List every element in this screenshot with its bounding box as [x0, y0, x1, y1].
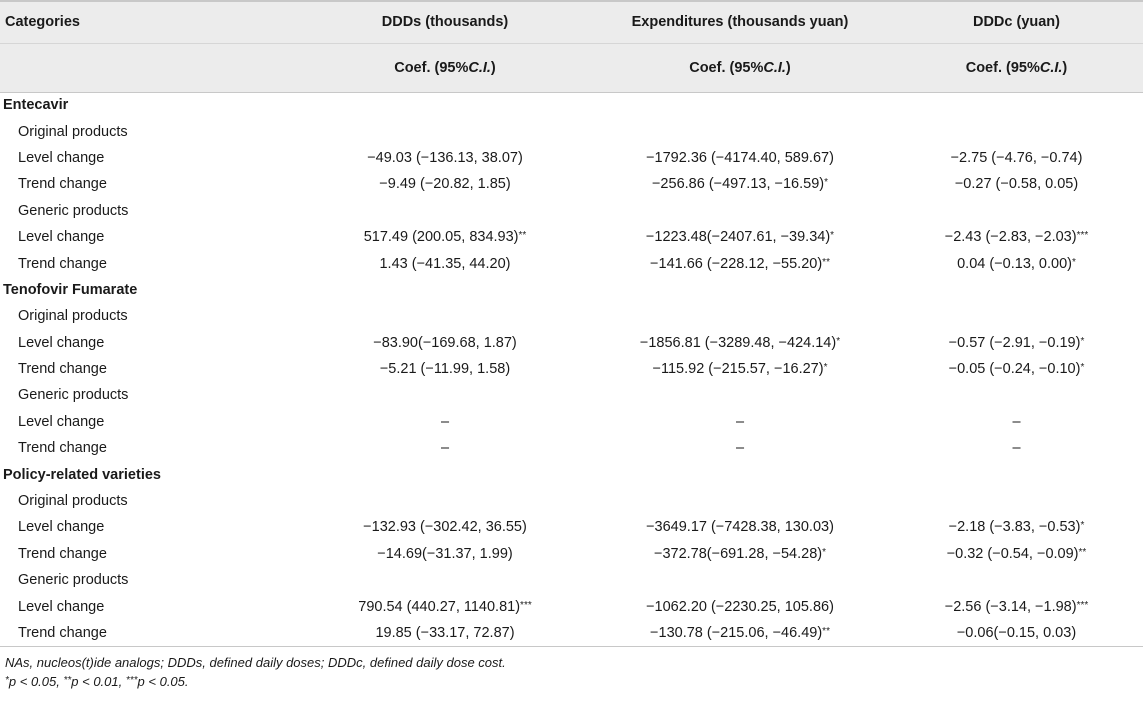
table-body — [0, 92, 1143, 646]
cell-value: −0.27 (−0.58, 0.05) — [954, 176, 1079, 193]
cell-value: −49.03 (−136.13, 38.07) — [367, 149, 523, 166]
dddc-cell — [890, 382, 1143, 408]
cell-value: 0.04 (−0.13, 0.00) — [957, 255, 1072, 272]
significance-marker: *** — [1076, 599, 1089, 611]
significance-marker: ** — [518, 230, 527, 242]
table-row — [0, 514, 1143, 540]
dddc-cell — [890, 409, 1143, 435]
cell-value: −2.18 (−3.83, −0.53) — [948, 519, 1081, 536]
significance-marker: *** — [1076, 230, 1089, 242]
significance-marker: *** — [520, 599, 532, 611]
cell-value: – — [735, 413, 745, 430]
table-row — [0, 171, 1143, 197]
cell-value: −5.21 (−11.99, 1.58) — [379, 361, 511, 378]
dddc-cell — [890, 224, 1143, 250]
row-label: Generic products — [18, 572, 129, 589]
table-row — [0, 409, 1143, 435]
dddc-cell — [890, 435, 1143, 461]
significance-marker: * — [822, 546, 826, 558]
expenditures-cell — [590, 620, 890, 646]
expenditures-cell — [590, 198, 890, 224]
expenditures-cell — [590, 514, 890, 540]
cell-value: −1062.20 (−2230.25, 105.86) — [646, 598, 834, 615]
expenditures-cell — [590, 409, 890, 435]
table-row — [0, 224, 1143, 250]
expenditures-cell — [590, 567, 890, 593]
expenditures-cell — [590, 488, 890, 514]
cell-value: 1.43 (−41.35, 44.20) — [379, 255, 511, 272]
dddc-cell — [890, 620, 1143, 646]
table-row — [0, 303, 1143, 329]
subheader-row — [0, 43, 1143, 92]
significance-marker: * — [823, 362, 828, 374]
ddds-cell — [300, 250, 590, 276]
header-expenditures: Expenditures (thousands yuan) — [590, 1, 890, 43]
table-row — [0, 593, 1143, 619]
expenditures-cell — [590, 461, 890, 487]
row-label: Original products — [18, 308, 128, 325]
row-label: Trend change — [18, 255, 107, 272]
expenditures-cell — [590, 356, 890, 382]
ddds-cell — [300, 330, 590, 356]
dddc-cell — [890, 488, 1143, 514]
cell-value: −3649.17 (−7428.38, 130.03) — [646, 519, 834, 536]
header-row — [0, 1, 1143, 43]
row-label: Level change — [18, 229, 105, 246]
table-row — [0, 435, 1143, 461]
ddds-cell — [300, 514, 590, 540]
cell-value: 19.85 (−33.17, 72.87) — [375, 624, 515, 641]
ddds-cell — [300, 277, 590, 303]
dddc-cell — [890, 92, 1143, 118]
table-row — [0, 330, 1143, 356]
row-label: Original products — [18, 123, 128, 140]
table-row — [0, 620, 1143, 646]
expenditures-cell — [590, 92, 890, 118]
significance-marker: ** — [822, 625, 830, 637]
table-row — [0, 356, 1143, 382]
dddc-cell — [890, 145, 1143, 171]
table-row — [0, 92, 1143, 118]
subheader-dddc-coef — [890, 43, 1143, 92]
dddc-cell — [890, 330, 1143, 356]
ddds-cell — [300, 303, 590, 329]
coef-label: Coef. (95%C.I.) — [394, 59, 496, 76]
cell-value: – — [1012, 440, 1021, 457]
significance-marker: * — [830, 230, 835, 242]
significance-marker: * — [1071, 256, 1076, 268]
cell-value: – — [735, 440, 745, 457]
subheader-ddds-coef — [300, 43, 590, 92]
expenditures-cell — [590, 277, 890, 303]
ddds-cell — [300, 145, 590, 171]
expenditures-cell — [590, 382, 890, 408]
table-row — [0, 250, 1143, 276]
dddc-cell — [890, 541, 1143, 567]
dddc-cell — [890, 277, 1143, 303]
header-categories: Categories — [0, 1, 300, 43]
significance-marker: * — [1080, 362, 1085, 374]
ddds-cell — [300, 593, 590, 619]
dddc-cell — [890, 118, 1143, 144]
ddds-cell — [300, 198, 590, 224]
ddds-cell — [300, 92, 590, 118]
cell-value: −1792.36 (−4174.40, 589.67) — [646, 149, 834, 166]
table-row — [0, 382, 1143, 408]
ddds-cell — [300, 461, 590, 487]
cell-value: −9.49 (−20.82, 1.85) — [379, 176, 511, 193]
cell-value: −14.69(−31.37, 1.99) — [377, 545, 513, 562]
ddds-cell — [300, 382, 590, 408]
cell-value: – — [1012, 413, 1021, 430]
subheader-empty — [0, 43, 300, 92]
row-label: Generic products — [18, 202, 129, 219]
row-label: Trend change — [18, 361, 107, 378]
cell-value: −0.57 (−2.91, −0.19) — [948, 334, 1081, 351]
expenditures-cell — [590, 330, 890, 356]
cell-value: −130.78 (−215.06, −46.49) — [650, 624, 823, 641]
table-footnotes — [5, 654, 506, 691]
table-row — [0, 461, 1143, 487]
ddds-cell — [300, 356, 590, 382]
cell-value: −1223.48(−2407.61, −39.34) — [645, 229, 831, 246]
dddc-cell — [890, 198, 1143, 224]
cell-value: – — [440, 413, 450, 430]
row-label: Trend change — [18, 176, 107, 193]
cell-value: −0.32 (−0.54, −0.09) — [946, 545, 1079, 562]
ddds-cell — [300, 620, 590, 646]
ddds-cell — [300, 541, 590, 567]
table-row — [0, 277, 1143, 303]
dddc-cell — [890, 356, 1143, 382]
coef-label: Coef. (95%C.I.) — [689, 59, 791, 76]
cell-value: −0.05 (−0.24, −0.10) — [948, 361, 1081, 378]
subheader-expenditures-coef — [590, 43, 890, 92]
table-row — [0, 145, 1143, 171]
table-row — [0, 567, 1143, 593]
section-label: Policy-related varieties — [3, 466, 161, 483]
ddds-cell — [300, 567, 590, 593]
expenditures-cell — [590, 593, 890, 619]
dddc-cell — [890, 303, 1143, 329]
cell-value: −2.75 (−4.76, −0.74) — [950, 149, 1083, 166]
cell-value: 790.54 (440.27, 1140.81) — [358, 598, 521, 615]
cell-value: −372.78(−691.28, −54.28) — [653, 545, 823, 562]
expenditures-cell — [590, 541, 890, 567]
table-row — [0, 118, 1143, 144]
ddds-cell — [300, 118, 590, 144]
row-label: Level change — [18, 149, 105, 166]
cell-value: −83.90(−169.68, 1.87) — [373, 334, 517, 351]
significance-marker: ** — [1078, 546, 1087, 558]
ddds-cell — [300, 435, 590, 461]
dddc-cell — [890, 250, 1143, 276]
significance-marker: * — [1080, 520, 1085, 532]
row-label: Trend change — [18, 440, 107, 457]
table-header — [0, 1, 1143, 92]
row-label: Trend change — [0, 620, 300, 646]
section-label: Entecavir — [3, 97, 69, 114]
ddds-cell — [300, 409, 590, 435]
significance-marker: ** — [822, 256, 830, 268]
cell-value: −256.86 (−497.13, −16.59) — [651, 176, 825, 193]
ddds-cell — [300, 171, 590, 197]
table-row — [0, 541, 1143, 567]
expenditures-cell — [590, 224, 890, 250]
dddc-cell — [890, 593, 1143, 619]
expenditures-cell — [590, 435, 890, 461]
cell-value: −132.93 (−302.42, 36.55) — [363, 519, 527, 536]
row-label: Level change — [18, 413, 105, 430]
section-label: Tenofovir Fumarate — [3, 281, 138, 298]
row-label: Level change — [18, 334, 105, 351]
expenditures-cell — [590, 303, 890, 329]
row-label: Level change — [18, 519, 105, 536]
dddc-cell — [890, 171, 1143, 197]
ddds-cell — [300, 224, 590, 250]
cell-value: −2.56 (−3.14, −1.98) — [944, 598, 1077, 615]
significance-marker: * — [836, 335, 841, 347]
cell-value: 517.49 (200.05, 834.93) — [363, 229, 519, 246]
table-row — [0, 488, 1143, 514]
row-label: Trend change — [18, 545, 107, 562]
significance-marker: * — [1080, 335, 1085, 347]
significance-marker: * — [824, 177, 829, 189]
expenditures-cell — [590, 145, 890, 171]
expenditures-cell — [590, 250, 890, 276]
header-ddds: DDDs (thousands) — [300, 1, 590, 43]
row-label: Original products — [18, 493, 128, 510]
dddc-cell — [890, 514, 1143, 540]
expenditures-cell — [590, 171, 890, 197]
cell-value: −115.92 (−215.57, −16.27) — [652, 361, 824, 378]
cell-value: – — [440, 440, 450, 457]
footnote-significance: *p < 0.05, **p < 0.01, ***p < 0.05. — [5, 674, 189, 689]
cell-value: −141.66 (−228.12, −55.20) — [650, 255, 823, 272]
row-label: Generic products — [18, 387, 129, 404]
footnote-abbreviations: NAs, nucleos(t)ide analogs; DDDs, defined daily doses; DDDc, defined daily dose cost. — [5, 655, 506, 670]
table-row — [0, 198, 1143, 224]
cell-value: −0.06(−0.15, 0.03) — [956, 624, 1077, 641]
ddds-cell — [300, 488, 590, 514]
dddc-cell — [890, 567, 1143, 593]
dddc-cell — [890, 461, 1143, 487]
coef-label: Coef. (95%C.I.) — [965, 59, 1068, 76]
cell-value: −1856.81 (−3289.48, −424.14) — [639, 334, 837, 351]
cell-value: −2.43 (−2.83, −2.03) — [944, 229, 1077, 246]
expenditures-cell — [590, 118, 890, 144]
row-label: Level change — [18, 598, 105, 615]
header-dddc: DDDc (yuan) — [890, 1, 1143, 43]
